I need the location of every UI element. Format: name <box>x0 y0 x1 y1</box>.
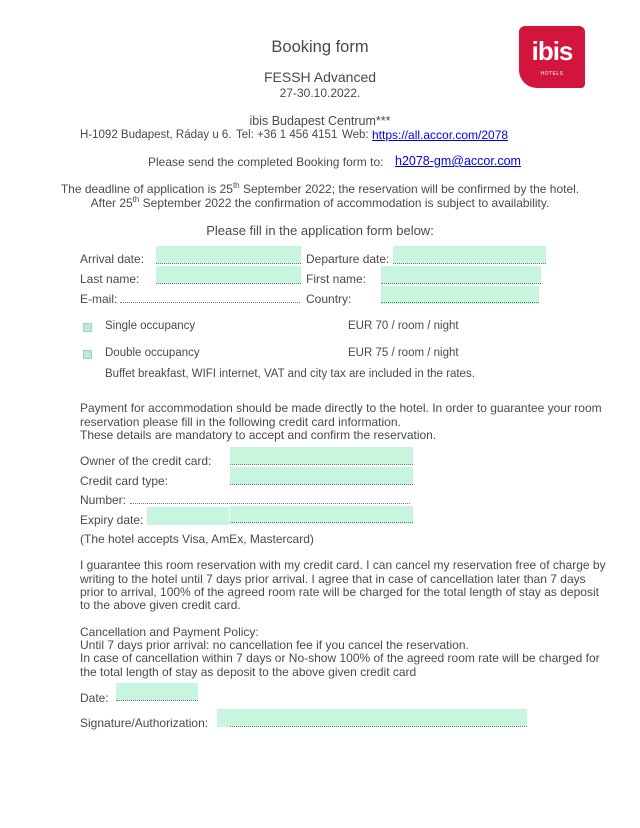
signature-dotted-line <box>230 726 527 727</box>
send-instructions: Please send the completed Booking form to: <box>148 155 384 169</box>
send-email-link[interactable]: h2078-gm@accor.com <box>395 154 521 168</box>
card-owner-field[interactable] <box>230 447 413 465</box>
cancel-line-3: In case of cancellation within 7 days or No-show 100% of the agreed room rate will be charged for <box>80 651 600 665</box>
guarantee-line-4: to the above given credit card. <box>80 598 241 612</box>
first-name-label: First name: <box>306 272 367 286</box>
event-name: FESSH Advanced <box>263 69 377 85</box>
departure-date-field[interactable] <box>393 246 546 264</box>
card-type-field[interactable] <box>230 467 413 485</box>
web-label: Web: <box>342 129 369 141</box>
last-name-label: Last name: <box>80 272 140 286</box>
arrival-label: Arrival date: <box>80 252 145 266</box>
departure-dotted-line <box>393 263 546 264</box>
expiry-dotted-line <box>230 522 413 523</box>
last-name-dotted-line <box>156 283 301 284</box>
deadline-line-2: After 25th September 2022 the confirmation of accommodation is subject to availability. <box>90 195 550 210</box>
double-occupancy-checkbox[interactable] <box>83 350 92 359</box>
hotel-name: ibis Budapest Centrum*** <box>249 114 391 128</box>
arrival-date-field[interactable] <box>156 246 301 264</box>
card-owner-label: Owner of the credit card: <box>80 454 212 468</box>
expiry-label: Expiry date: <box>80 513 144 527</box>
card-number-dotted-line <box>130 503 410 504</box>
cancel-heading: Cancellation and Payment Policy: <box>80 625 259 639</box>
date-label: Date: <box>80 691 109 705</box>
departure-label: Departure date: <box>306 252 390 266</box>
logo-wordmark: ibis <box>531 36 573 66</box>
first-name-field[interactable] <box>381 266 541 284</box>
single-occupancy-price: EUR 70 / room / night <box>348 320 459 332</box>
first-name-dotted-line <box>381 283 541 284</box>
hotel-address: H-1092 Budapest, Ráday u 6. <box>80 129 232 141</box>
card-number-label: Number: <box>80 493 127 507</box>
card-type-label: Credit card type: <box>80 474 169 488</box>
guarantee-line-3: prior to arrival, 100% of the agreed room rate will be charged for the total length of stay as deposit <box>80 585 599 599</box>
expiry-month-field[interactable] <box>147 507 229 525</box>
page-title: Booking form <box>271 38 369 56</box>
date-dotted-line <box>116 700 198 701</box>
email-dotted-line <box>120 302 300 303</box>
included-note: Buffet breakfast, WIFI internet, VAT and city tax are included in the rates. <box>105 368 475 380</box>
card-owner-dotted-line <box>230 464 413 465</box>
card-accepts-note: (The hotel accepts Visa, AmEx, Mastercard) <box>80 532 314 546</box>
payment-line-2: reservation please fill in the following credit card information. <box>80 415 401 429</box>
single-occupancy-checkbox[interactable] <box>83 323 92 332</box>
logo-subtitle: HOTELS <box>540 71 564 77</box>
email-label: E-mail: <box>80 292 118 306</box>
country-dotted-line <box>381 302 539 303</box>
cancel-line-2: Until 7 days prior arrival: no cancellation fee if you cancel the reservation. <box>80 638 469 652</box>
cancel-line-4: the total length of stay as deposit to the above given credit card <box>80 665 417 679</box>
form-heading: Please fill in the application form below: <box>206 223 434 238</box>
deadline-line-1: The deadline of application is 25th September 2022; the reservation will be confirmed by the hotel. <box>60 181 580 196</box>
hotel-website-link[interactable]: https://all.accor.com/2078 <box>372 128 509 142</box>
card-type-dotted-line <box>230 484 413 485</box>
country-label: Country: <box>306 292 352 306</box>
signature-field[interactable] <box>217 709 527 727</box>
payment-line-3: These details are mandatory to accept and confirm the reservation. <box>80 428 437 442</box>
double-occupancy-label: Double occupancy <box>105 347 200 359</box>
event-dates: 27-30.10.2022. <box>279 86 361 100</box>
guarantee-line-1: I guarantee this room reservation with my credit card. I can cancel my reservation free of charge by <box>80 558 606 572</box>
arrival-dotted-line <box>156 263 301 264</box>
last-name-field[interactable] <box>156 266 301 284</box>
signature-label: Signature/Authorization: <box>80 716 209 730</box>
date-field[interactable] <box>116 683 198 701</box>
double-occupancy-price: EUR 75 / room / night <box>348 347 459 359</box>
single-occupancy-label: Single occupancy <box>105 320 196 332</box>
payment-line-1: Payment for accommodation should be made directly to the hotel. In order to guarantee your room <box>80 401 602 415</box>
guarantee-line-2: writing to the hotel until 7 days prior arrival. I agree that in case of cancellation later than 7 days <box>80 572 586 586</box>
hotel-phone: Tel: +36 1 456 4151 <box>236 129 338 141</box>
